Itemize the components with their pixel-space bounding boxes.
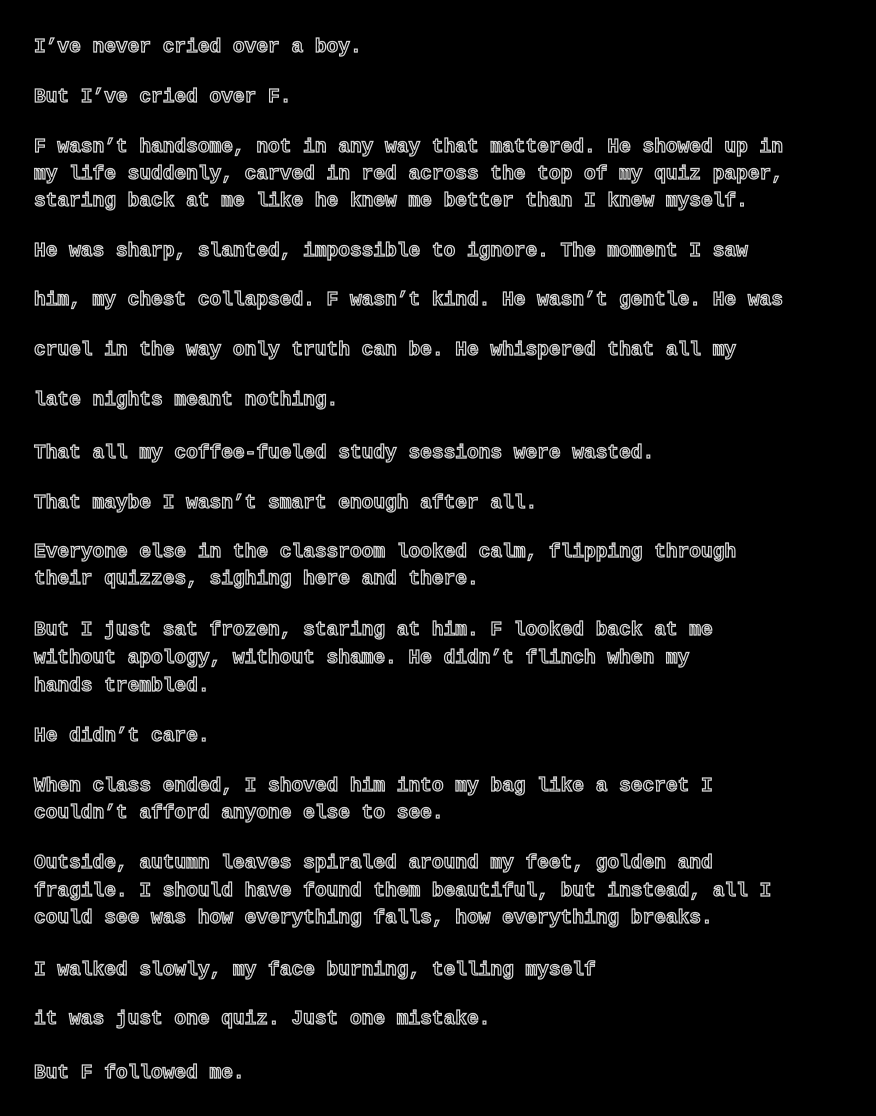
text-line: But I’ve cried over F. [34, 86, 292, 108]
text-line: When class ended, I shoved him into my bag like a secret I [34, 775, 713, 797]
text-line: couldn’t afford anyone else to see. [34, 802, 444, 824]
text-line: staring back at me like he knew me better than I knew myself. [34, 190, 748, 212]
text-line: it was just one quiz. Just one mistake. [34, 1008, 491, 1030]
text-line: That maybe I wasn’t smart enough after all. [34, 492, 538, 514]
text-line: That all my coffee-fueled study sessions were wasted. [34, 442, 655, 464]
text-line: But I just sat frozen, staring at him. F looked back at me [34, 619, 713, 641]
text-line: But F followed me. [34, 1062, 245, 1084]
text-line: I’ve never cried over a boy. [34, 36, 362, 58]
text-line: him, my chest collapsed. F wasn’t kind. He wasn’t gentle. He was [34, 289, 783, 311]
text-line: He didn’t care. [34, 725, 210, 747]
text-line: I walked slowly, my face burning, telling myself [34, 959, 596, 981]
text-line: my life suddenly, carved in red across the top of my quiz paper, [34, 163, 783, 185]
text-line: Outside, autumn leaves spiraled around my feet, golden and [34, 852, 713, 874]
text-line: cruel in the way only truth can be. He whispered that all my [34, 339, 737, 361]
text-line: Everyone else in the classroom looked calm, flipping through [34, 541, 737, 563]
text-line: hands trembled. [34, 675, 210, 697]
text-line: without apology, without shame. He didn’t flinch when my [34, 647, 690, 669]
text-line: late nights meant nothing. [34, 389, 339, 411]
text-line: F wasn’t handsome, not in any way that mattered. He showed up in [34, 136, 783, 158]
text-line: He was sharp, slanted, impossible to ignore. The moment I saw [34, 240, 748, 262]
text-line: fragile. I should have found them beautiful, but instead, all I [34, 880, 772, 902]
text-line: could see was how everything falls, how everything breaks. [34, 907, 713, 929]
text-line: their quizzes, sighing here and there. [34, 568, 479, 590]
